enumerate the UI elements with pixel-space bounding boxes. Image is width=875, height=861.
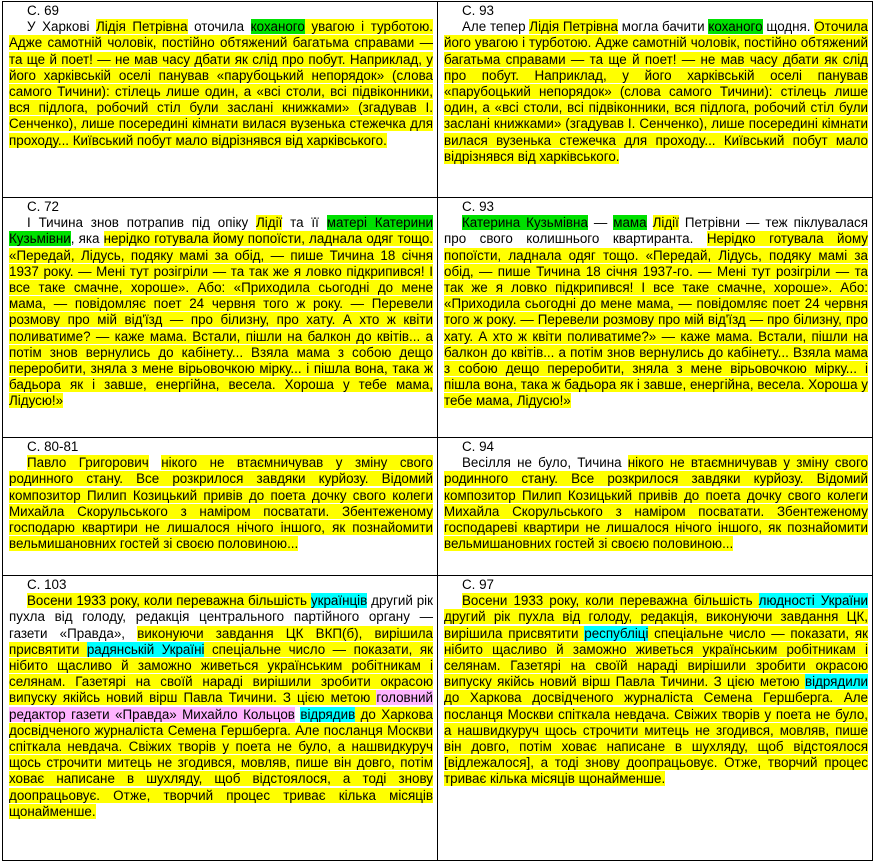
highlighted-text-segment: матері Катерини Кузьмівни	[9, 215, 433, 247]
compared-text-cell	[438, 576, 873, 861]
passage-text	[9, 215, 433, 409]
comparison-document	[2, 1, 873, 856]
highlighted-text-segment: радянській Україні	[86, 641, 205, 657]
highlighted-text-segment: коханого	[250, 19, 305, 35]
comparison-row	[3, 198, 873, 438]
text-segment: Петрівни — теж піклувалася про свого колишнього квартиранта.	[444, 215, 868, 247]
highlighted-text-segment: мама	[613, 215, 647, 231]
highlighted-text-segment: нерідко готувала йому попоїсти, ладнала одяг тощо. «Передай, Лідусь, подяку мамі за обід, — пише Тичина 18 січня 1937 року. — Мені тут розігріли — та так же я ловко підкрипився! І все таке смачне, хороше». Або: «Приходила сьогодні до мене мама, — повідомляє поет 24 червня того ж року. — Перевели розмову про мій від'їзд — про білизну, про хату. А хто ж квіти поливатиме? — каже мама. Встали, пішли на балкон до квітів... а потім знов вернулись до кабінету... Взяла мама з собою дещо переробити, зняла з мене вірьовочкою мірку... і пішла вона, така ж бадьора як і завше, енергійна, весела. Хороша у тебе мама, Лідусю!»	[9, 231, 433, 409]
text-segment: могла бачити	[618, 19, 709, 35]
highlighted-text-segment: увагою і турботою. Адже самотній чоловік, постійно обтяжений багатьма справами — та ще й поет! — не мав часу дбати як слід про побут. Наприклад, у його харківській оселі панував «парубоцький непорядок» (слова самого Тичини): стілець лише один, а «всі столи, всі підвіконники, вся підлога, робочий стіл були заслані книжками» (згадував І. Сенченко), лише посередині кімнати вилася вузенька стежечка для проходу... Київський побут мало відрізнявся від харківського.	[9, 19, 433, 148]
highlighted-text-segment: виконуючи завдання ЦК, вирішила присвятити	[444, 609, 868, 641]
text-segment: , яка	[70, 231, 104, 247]
highlighted-text-segment: нікого не втаємничував у зміну свого родинного стану. Все розкрилося завдяки курйозу. Відомий композитор Пилип Козицький привів до поета дочку свого колеги Михайла Скорульського з наміром посватати. Збентеженому господарю квартири не лишалося нічого іншого, як познайомити вельмишановних гостей зі своєю половиною...	[9, 455, 433, 552]
highlighted-text-segment: Лідія Петрівна	[96, 19, 188, 35]
compared-text-cell	[438, 198, 873, 438]
passage-text	[9, 455, 433, 552]
passage-text	[9, 593, 433, 820]
highlighted-text-segment: республіці	[584, 625, 649, 641]
highlighted-text-segment: головний редактор газети «Правда» Михайло Кольцов	[9, 690, 433, 722]
original-text-cell	[3, 438, 438, 576]
comparison-table-body	[3, 2, 873, 861]
highlighted-text-segment: відрядили	[804, 674, 868, 690]
highlighted-text-segment: виконуючи завдання ЦК ВКП(б), вирішила присвятити	[9, 625, 433, 657]
highlighted-text-segment: коханого	[708, 19, 763, 35]
passage-text	[444, 19, 868, 165]
text-segment: Але тепер	[462, 19, 530, 35]
highlighted-text-segment: людності України	[758, 593, 868, 609]
page-reference: С. 69	[27, 3, 60, 18]
highlighted-text-segment: Лідії	[256, 215, 283, 231]
compared-text-cell	[438, 438, 873, 576]
original-text-cell	[3, 2, 438, 198]
highlighted-text-segment: другий рік пухла від голоду, редакція,	[444, 609, 706, 625]
highlighted-text-segment: нікого не втаємничував у зміну свого родинного стану. Все розкрилося завдяки курйозу. Відомий композитор Пилип Козицький привів до поета дочку свого колеги Михайла Скорульського з наміром посватати. Збентеженому господареві квартири не лишалося нічого іншого, як познайомити вельмишановних гостей зі своєю половиною...	[444, 455, 868, 552]
highlighted-text-segment: Лідії	[652, 215, 679, 231]
highlighted-text-segment: Восени 1933 року, коли переважна більшість	[27, 593, 311, 609]
text-segment	[149, 455, 162, 470]
passage-text	[9, 19, 433, 149]
text-segment: І Тичина знов потрапив під опіку	[27, 215, 257, 231]
text-segment: —	[587, 215, 614, 231]
text-segment: та її	[282, 215, 327, 231]
comparison-row	[3, 2, 873, 198]
highlighted-text-segment: відрядив	[300, 706, 356, 722]
passage-text	[444, 593, 868, 787]
highlighted-text-segment: Лідія Петрівна	[529, 19, 618, 35]
highlighted-text-segment: до Харкова досвідченого журналіста Семена Гершберга. Але посланця Москви спіткала невдача. Свіжих творів у поета не було, а нашвидкуруч щось строчити митець не згодився, мовляв, пише він довго, потім ховає написане в шухляду, щоб відстоялося [відлежалося], а тоді знову доопрацьовує. Отже, творчий процес триває кілька місяців щонайменше.	[444, 690, 868, 787]
text-segment	[647, 215, 653, 230]
comparison-row	[3, 438, 873, 576]
page-reference: С. 103	[27, 577, 67, 592]
page-reference: С. 97	[462, 577, 495, 592]
highlighted-text-segment: Катерина Кузьмівна	[462, 215, 588, 231]
highlighted-text-segment: українців	[310, 593, 368, 609]
highlighted-text-segment: спеціальне число — показати, як нібито щасливо й заможно живеться українським робітникам і селянам. Газетярі на своїй нараді вирішили зробити окрасою випуску якійсь новий вірш Павла Тичини. З цією метою	[444, 625, 868, 690]
passage-text	[444, 215, 868, 409]
page-reference: С. 93	[462, 3, 495, 18]
page-reference: С. 94	[462, 439, 495, 454]
highlighted-text-segment: спеціальне число — показати, як нібито щасливо й заможно живеться українським робітникам і селянам. Газетярі на своїй нараді вирішили зробити окрасою випуску якійсь новий вірш Павла Тичини. З цією метою	[9, 641, 433, 706]
highlighted-text-segment: Нерідко готувала йому попоїсти, ладнала одяг тощо. «Передай, Лідусь, подяку мамі за обід, — пише Тичина 18 січня 1937-го. — Мені тут розігріли — та так же я ловко підкрипився! І все таке смачне, хороше». Або: «Приходила сьогодні до мене мама, — повідомляє поет 24 червня того ж року. — Перевели розмову про мій від'їзд — про білизну, про хату. А хто ж квіти поливатиме?» — каже мама. Встали, пішли на балкон до квітів... а потім знов вернулись до кабінету... Взяла мама з собою дещо переробити, зняла з мене вірьовочкою мірку... і пішла вона, така ж бадьора як і завше, енергійна, весела. Хороша у тебе мама, Лідусю!»	[444, 231, 868, 409]
text-segment: оточила	[187, 19, 251, 35]
highlighted-text-segment: Восени 1933 року, коли переважна більшість	[462, 593, 759, 609]
page-reference: С. 72	[27, 199, 60, 214]
text-segment: У Харкові	[27, 19, 97, 35]
highlighted-text-segment: Павло Григорович	[27, 455, 149, 471]
original-text-cell	[3, 198, 438, 438]
page-reference: С. 93	[462, 199, 495, 214]
compared-text-cell	[438, 2, 873, 198]
highlighted-text-segment: Отoчила його увагою і турботою. Адже самотній чоловік, постійно обтяжений багатьма справами — та ще й поет! — не мав часу дбати як слід про побут. Наприклад, у його харківській оселі панував «парубоцький непорядок» (слова самого Тичини): стілець лише один, а «всі столи, всі підвіконники, вся підлога, робочий стіл були заслані книжками» (згадував І. Сенченко), лише посередині кімнати вилася вузенька стежечка для проходу... Київський побут мало відрізнявся від харківського.	[444, 19, 868, 164]
page-reference: С. 80-81	[27, 439, 79, 454]
passage-text	[444, 455, 868, 552]
comparison-table	[2, 1, 873, 861]
highlighted-text-segment: до Харкова досвідченого журналіста Семена Гершберга. Але посланця Москви спіткала невдача. Свіжих творів у поета не було, а нашвидкуруч щось строчити митець не згодився, мовляв, пише він довго, потім ховає написане в шухляду, щоб відстоялося, а тоді знову доопрацьовує. Отже, творчий процес триває кілька місяців щонайменше.	[9, 706, 433, 819]
comparison-row	[3, 576, 873, 861]
original-text-cell	[3, 576, 438, 861]
text-segment: щодня.	[762, 19, 815, 35]
text-segment: Весілля не було, Тичина	[462, 455, 628, 471]
text-segment: другий рік пухла від голоду, редакція центрального партійного органу — газети «Правда»,	[9, 593, 434, 641]
